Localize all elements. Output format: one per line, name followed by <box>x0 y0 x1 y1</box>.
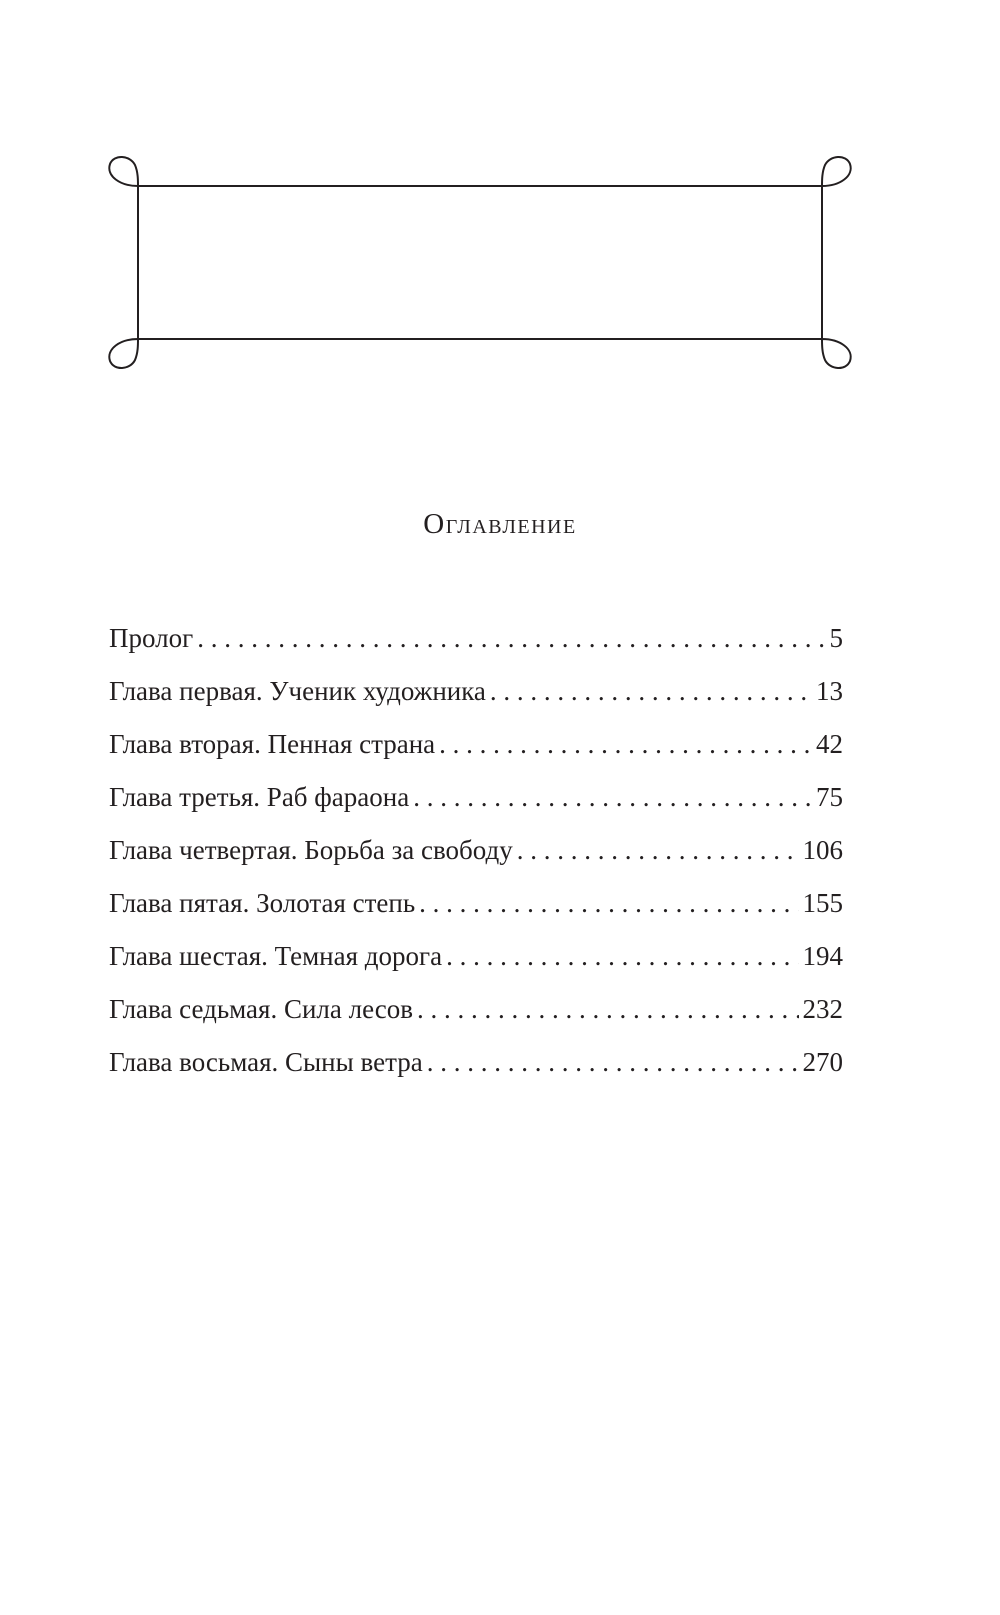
toc-entry-page: 5 <box>829 623 843 653</box>
toc-entry-page: 155 <box>802 888 843 918</box>
toc-entry-label: Глава шестая. Темная дорога <box>109 941 443 971</box>
toc-dot-leader <box>197 612 825 665</box>
toc-entry-chapter-3[interactable] <box>109 771 843 824</box>
frame-corner-loop-bottom-right <box>822 339 851 368</box>
toc-entry-page: 42 <box>816 729 843 759</box>
toc-entry-page: 106 <box>802 835 843 865</box>
toc-entry-page: 194 <box>802 941 843 971</box>
toc-dot-leader <box>427 1036 799 1089</box>
toc-entry-label: Глава вторая. Пенная страна <box>109 729 436 759</box>
toc-entry-label: Глава пятая. Золотая степь <box>109 888 416 918</box>
toc-entry-page: 13 <box>816 676 843 706</box>
toc-dot-leader <box>439 718 812 771</box>
frame-corner-loop-top-left <box>109 157 138 186</box>
frame-corner-loop-top-right <box>822 157 851 186</box>
toc-entry-chapter-8[interactable] <box>109 1036 843 1089</box>
toc-entry-chapter-2[interactable] <box>109 718 843 771</box>
toc-entry-label: Глава восьмая. Сыны ветра <box>109 1047 423 1077</box>
toc-heading: Оглавление <box>423 508 577 540</box>
toc-dot-leader <box>419 877 798 930</box>
toc-entry-chapter-1[interactable] <box>109 665 843 718</box>
toc-entry-chapter-6[interactable] <box>109 930 843 983</box>
toc-entry-label: Глава первая. Ученик художника <box>109 676 486 706</box>
toc-entry-page: 270 <box>802 1047 843 1077</box>
toc-entry-label: Глава третья. Раб фараона <box>109 782 410 812</box>
toc-entry-label: Глава седьмая. Сила лесов <box>109 994 413 1024</box>
table-of-contents <box>109 612 843 1089</box>
toc-dot-leader <box>517 824 799 877</box>
toc-entry-chapter-4[interactable] <box>109 824 843 877</box>
frame-corner-loop-bottom-left <box>109 339 138 368</box>
toc-dot-leader <box>446 930 798 983</box>
toc-entry-prologue[interactable] <box>109 612 843 665</box>
decorative-title-frame <box>0 0 1000 400</box>
toc-dot-leader <box>413 771 812 824</box>
toc-entry-chapter-7[interactable] <box>109 983 843 1036</box>
toc-entry-label: Пролог <box>109 623 194 653</box>
toc-dot-leader <box>417 983 799 1036</box>
toc-entry-page: 75 <box>816 782 843 812</box>
toc-entry-chapter-5[interactable] <box>109 877 843 930</box>
toc-entry-page: 232 <box>802 994 843 1024</box>
toc-dot-leader <box>490 665 812 718</box>
toc-entry-label: Глава четвертая. Борьба за свободу <box>109 835 513 865</box>
